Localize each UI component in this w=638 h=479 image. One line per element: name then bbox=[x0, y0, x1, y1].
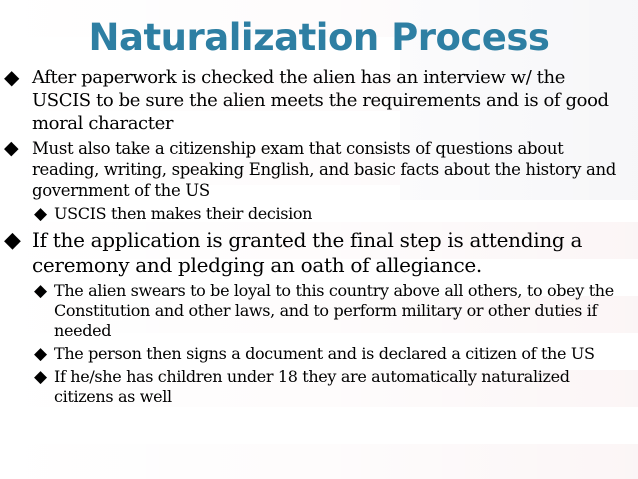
list-item-text: USCIS then makes their decision bbox=[54, 204, 313, 223]
bullet-diamond-icon: ◆ bbox=[34, 344, 47, 364]
bullet-diamond-icon: ◆ bbox=[4, 228, 21, 253]
bullet-diamond-icon: ◆ bbox=[34, 281, 47, 301]
list-item bbox=[4, 281, 628, 341]
list-item bbox=[4, 367, 628, 407]
list-item-text: If he/she has children under 18 they are automatically naturalized citizens as well bbox=[54, 367, 570, 406]
list-item-text: The alien swears to be loyal to this country above all others, to obey the Constitution and other laws, and to perform military or other duties if needed bbox=[54, 281, 614, 340]
list-item-text: The person then signs a document and is declared a citizen of the US bbox=[54, 344, 595, 363]
bullet-diamond-icon: ◆ bbox=[4, 137, 19, 159]
list-item-text: Must also take a citizenship exam that consists of questions about reading, writing, speaking English, and basic facts about the history and government of the US bbox=[32, 139, 616, 200]
bullet-diamond-icon: ◆ bbox=[4, 65, 19, 89]
list-item bbox=[4, 204, 628, 224]
list-item-text: If the application is granted the final step is attending a ceremony and pledging an oath of allegiance. bbox=[32, 228, 583, 277]
list-item-text: After paperwork is checked the alien has an interview w/ the USCIS to be sure the alien meets the requirements and is of good moral character bbox=[32, 67, 609, 134]
list-item bbox=[4, 228, 628, 278]
list-item bbox=[4, 66, 628, 135]
bullet-diamond-icon: ◆ bbox=[34, 204, 47, 224]
page-title: Naturalization Process bbox=[88, 16, 550, 59]
list-item bbox=[4, 138, 628, 201]
bullet-diamond-icon: ◆ bbox=[34, 367, 47, 387]
list-item bbox=[4, 344, 628, 364]
bullet-list bbox=[4, 66, 628, 407]
